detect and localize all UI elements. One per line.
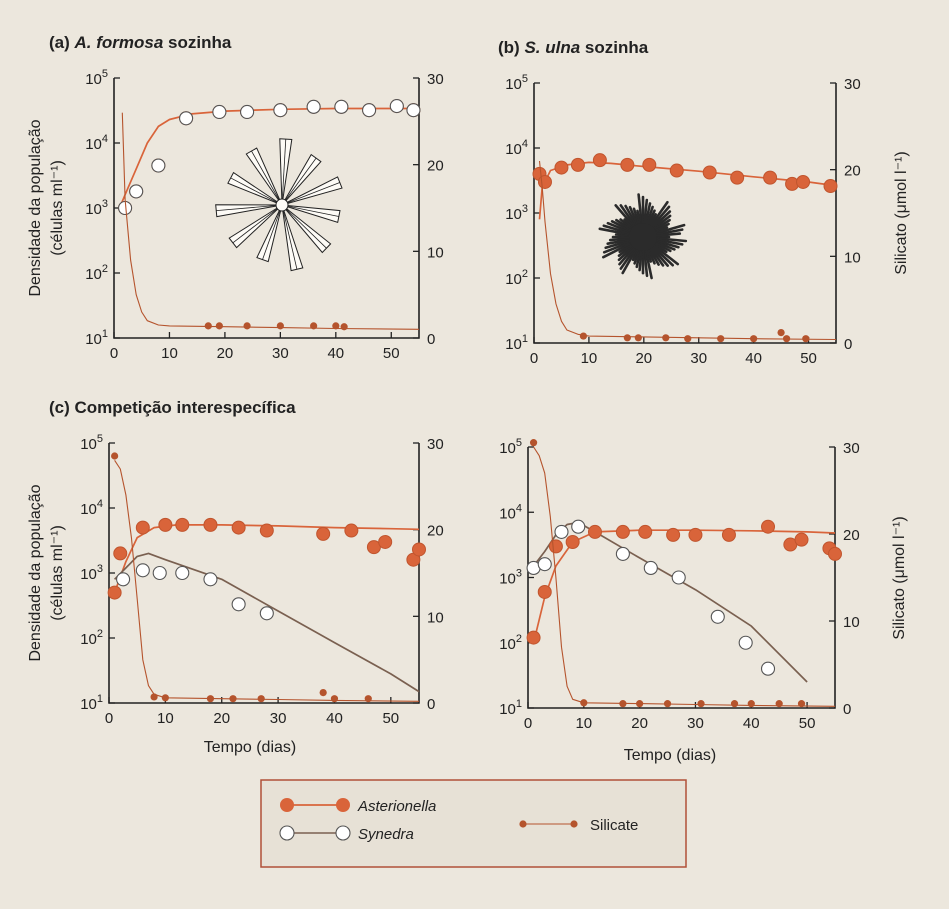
asterionella-point <box>621 158 634 171</box>
chart-panel-4 <box>499 437 908 764</box>
asterionella-point <box>667 528 680 541</box>
y-tick-exponent: 4 <box>521 138 528 150</box>
legend-asterionella-marker <box>336 798 350 812</box>
y-tick-base: 10 <box>85 331 102 348</box>
asterionella-point <box>317 527 330 540</box>
silicate-point <box>636 700 643 707</box>
y-tick-exponent: 5 <box>96 433 103 445</box>
synedra-point <box>555 525 568 538</box>
chart-panel-3 <box>27 398 444 756</box>
x-tick-label: 50 <box>798 715 816 732</box>
chart-panel-1 <box>27 33 444 362</box>
y-axis-title: Densidade da população <box>27 484 44 662</box>
y-tick-base: 10 <box>499 570 516 588</box>
silicate-point <box>750 335 757 342</box>
asterionella-point <box>566 535 579 548</box>
y-tick-exponent: 2 <box>96 628 103 640</box>
silicate-point <box>731 700 738 707</box>
x-tick-label: 10 <box>157 710 174 727</box>
synedra-point <box>180 112 193 125</box>
y2-tick-label: 20 <box>427 157 444 175</box>
x-tick-label: 40 <box>326 710 343 727</box>
y-tick-base: 10 <box>85 136 102 153</box>
synedra-point <box>390 100 403 113</box>
y2-tick-label: 0 <box>427 331 436 348</box>
y-tick-exponent: 5 <box>521 73 528 85</box>
asterionella-point <box>731 171 744 184</box>
plot-frame <box>534 83 836 343</box>
y-tick-exponent: 3 <box>96 563 103 575</box>
asterionella-point <box>260 524 273 537</box>
y-axis-title: Densidade da população <box>27 119 44 297</box>
x-tick-label: 0 <box>109 345 119 362</box>
y-tick-exponent: 1 <box>515 698 522 710</box>
y-tick-label <box>505 203 528 223</box>
asterionella-point <box>136 521 149 534</box>
panel-letter: (b) <box>498 38 525 57</box>
y-tick-base: 10 <box>505 271 522 288</box>
silicate-point <box>150 693 157 700</box>
chart-panel-2 <box>498 38 910 367</box>
silicate-point <box>777 329 784 336</box>
silicate-point <box>310 322 317 329</box>
synedra-point <box>407 104 420 117</box>
y-axis-title: (células ml⁻¹) <box>49 160 66 256</box>
asterionella-line <box>120 109 414 209</box>
panel-title <box>498 38 649 57</box>
asterionella-point <box>413 543 426 556</box>
x-tick-label: 40 <box>745 350 762 367</box>
silicate-point <box>277 322 284 329</box>
asterionella-point <box>703 166 716 179</box>
synedra-point <box>363 104 376 117</box>
y-tick-label <box>80 563 103 583</box>
panel-title-part: sozinha <box>163 33 232 52</box>
silicate-point <box>162 694 169 701</box>
silicate-point <box>748 700 755 707</box>
asterionella-point <box>114 547 127 560</box>
silicate-point <box>216 322 223 329</box>
silicate-point <box>635 334 642 341</box>
synedra-point <box>136 564 149 577</box>
asterionella-line <box>540 162 831 219</box>
y-tick-label <box>499 568 522 588</box>
cluster-core <box>629 223 657 251</box>
colony-center <box>276 199 288 211</box>
y-tick-exponent: 2 <box>101 263 108 275</box>
y-tick-label <box>505 138 528 158</box>
synedra-point <box>711 610 724 623</box>
y-axis-title: (células ml⁻¹) <box>49 525 66 621</box>
x-tick-label: 50 <box>382 345 400 362</box>
synedra-point <box>672 571 685 584</box>
y-tick-base: 10 <box>505 76 522 93</box>
y-tick-label <box>499 437 522 457</box>
x-tick-label: 0 <box>104 710 114 727</box>
y2-tick-label: 20 <box>843 527 860 544</box>
legend-silicate-marker <box>519 820 526 827</box>
asterionella-point <box>722 528 735 541</box>
asterionella-point <box>549 540 562 553</box>
synedra-point <box>616 547 629 560</box>
synedra-point <box>117 573 130 586</box>
asterionella-point <box>762 520 775 533</box>
synedra-point <box>152 159 165 172</box>
asterionella-point <box>797 175 810 188</box>
silicate-point <box>341 323 348 330</box>
synedra-point <box>213 105 226 118</box>
y2-tick-label: 10 <box>427 609 444 627</box>
silicate-point <box>258 695 265 702</box>
legend-asterionella-marker <box>280 798 294 812</box>
y-tick-label <box>505 333 528 353</box>
y-tick-exponent: 5 <box>101 68 108 80</box>
legend-asterionella-label: Asterionella <box>358 798 437 815</box>
asterionella-point <box>159 518 172 531</box>
x-tick-label: 20 <box>213 710 231 727</box>
y-tick-label <box>499 633 522 653</box>
y2-tick-label: 20 <box>844 162 861 180</box>
panel-title <box>49 33 232 52</box>
silicate-point <box>664 700 671 707</box>
asterionella-point <box>643 158 656 171</box>
silicate-point <box>717 335 724 342</box>
y2-tick-label: 0 <box>844 336 853 353</box>
y-tick-label <box>505 73 528 93</box>
synedra-point <box>762 662 775 675</box>
panel-title-part: Competição interespecífica <box>74 398 296 417</box>
silicate-point <box>783 335 790 342</box>
legend <box>261 780 686 867</box>
y-tick-base: 10 <box>505 141 522 158</box>
y-tick-label <box>505 268 528 288</box>
y2-tick-label: 10 <box>427 244 444 262</box>
y-tick-label <box>499 502 522 522</box>
x-tick-label: 50 <box>382 710 400 727</box>
x-axis-title: Tempo (dias) <box>203 739 297 756</box>
y-tick-base: 10 <box>80 696 97 713</box>
x-tick-label: 20 <box>631 715 648 732</box>
y-tick-label <box>499 698 522 718</box>
x-tick-label: 20 <box>635 350 653 367</box>
legend-silicate-marker <box>570 820 577 827</box>
y2-tick-label: 30 <box>843 440 860 457</box>
panel-title-part: A. formosa <box>74 33 164 52</box>
y-tick-base: 10 <box>85 266 102 283</box>
x-tick-label: 50 <box>800 350 817 367</box>
y-tick-label <box>85 198 108 218</box>
synedra-point <box>739 636 752 649</box>
y2-tick-label: 10 <box>844 249 861 267</box>
asterionella-point <box>829 547 842 560</box>
y-tick-exponent: 1 <box>96 693 103 705</box>
x-tick-label: 30 <box>272 345 289 362</box>
synedra-point <box>130 185 143 198</box>
y-tick-label <box>85 263 108 283</box>
asterionella-point <box>795 533 808 546</box>
silicate-point <box>365 695 372 702</box>
silicate-point <box>662 334 669 341</box>
silicate-point <box>776 700 783 707</box>
x-tick-label: 40 <box>327 345 345 362</box>
y-tick-exponent: 1 <box>101 328 108 340</box>
asterionella-point <box>670 164 683 177</box>
y-tick-exponent: 4 <box>96 498 103 510</box>
synedra-point <box>241 105 254 118</box>
silicate-point <box>530 439 537 446</box>
x-tick-label: 40 <box>742 715 760 732</box>
y-tick-base: 10 <box>499 505 516 523</box>
synedra-cluster-illustration <box>600 195 686 279</box>
asterionella-point <box>204 518 217 531</box>
y2-tick-label: 30 <box>844 76 861 93</box>
y-tick-label <box>80 628 103 648</box>
x-tick-label: 10 <box>161 345 178 362</box>
silicate-point <box>798 700 805 707</box>
asterionella-point <box>639 525 652 538</box>
x-tick-label: 0 <box>529 350 539 367</box>
silicate-point <box>802 335 809 342</box>
y-tick-exponent: 5 <box>515 437 522 449</box>
asterionella-point <box>176 518 189 531</box>
y-tick-exponent: 4 <box>515 502 522 515</box>
silicate-point <box>205 322 212 329</box>
y-tick-base: 10 <box>80 436 97 453</box>
x-tick-label: 20 <box>216 345 234 362</box>
synedra-point <box>644 561 657 574</box>
y2-tick-label: 20 <box>427 522 444 540</box>
legend-synedra-marker <box>280 826 294 840</box>
asterionella-point <box>555 161 568 174</box>
x-tick-label: 0 <box>523 715 533 732</box>
y-tick-base: 10 <box>505 336 522 353</box>
y-tick-exponent: 3 <box>521 203 528 215</box>
y-tick-label <box>85 328 108 348</box>
asterionella-point <box>345 524 358 537</box>
y2-tick-label: 30 <box>427 71 444 88</box>
synedra-point <box>176 567 189 580</box>
synedra-point <box>232 598 245 611</box>
y2-axis-title: Silicato (μmol l⁻¹) <box>891 516 908 640</box>
asterionella-point <box>824 180 837 193</box>
asterionella-point <box>571 158 584 171</box>
silicate-point <box>697 700 704 707</box>
x-tick-label: 30 <box>269 710 287 727</box>
y-tick-label <box>80 693 103 713</box>
synedra-point <box>204 573 217 586</box>
y-tick-exponent: 3 <box>101 198 108 210</box>
y-tick-label <box>85 68 108 88</box>
asterionella-colony-illustration <box>216 139 342 271</box>
synedra-point <box>572 520 585 533</box>
silicate-point <box>580 699 587 706</box>
y-tick-label <box>85 133 108 153</box>
y-tick-exponent: 4 <box>101 133 108 145</box>
legend-silicate-label: Silicate <box>590 817 639 834</box>
legend-synedra-marker <box>336 826 350 840</box>
y-tick-exponent: 2 <box>521 268 528 280</box>
silicate-point <box>111 452 118 459</box>
y-tick-label <box>80 433 103 453</box>
asterionella-point <box>764 171 777 184</box>
y-tick-base: 10 <box>499 701 516 718</box>
y-tick-base: 10 <box>80 566 97 583</box>
asterionella-point <box>616 525 629 538</box>
synedra-point <box>260 607 273 620</box>
panel-title <box>49 398 296 417</box>
panel-letter: (c) <box>49 398 75 417</box>
y2-axis-title: Silicato (μmol l⁻¹) <box>893 151 910 275</box>
y-tick-base: 10 <box>499 635 516 653</box>
asterionella-point <box>379 535 392 548</box>
y-tick-base: 10 <box>505 206 522 223</box>
y2-tick-label: 30 <box>427 436 444 453</box>
synedra-point <box>274 104 287 117</box>
y-tick-base: 10 <box>85 201 102 218</box>
y2-tick-label: 0 <box>843 701 852 718</box>
asterionella-point <box>232 521 245 534</box>
x-tick-label: 30 <box>687 715 704 732</box>
silicate-point <box>332 322 339 329</box>
silicate-point <box>624 334 631 341</box>
asterionella-point <box>538 175 551 188</box>
y-tick-base: 10 <box>80 631 97 648</box>
synedra-point <box>335 100 348 113</box>
y-tick-exponent: 3 <box>515 567 522 580</box>
synedra-point <box>307 100 320 113</box>
x-tick-label: 30 <box>690 350 708 367</box>
silicate-point <box>243 322 250 329</box>
asterionella-point <box>538 585 551 598</box>
asterionella-point <box>593 154 606 167</box>
asterionella-point <box>108 586 121 599</box>
asterionella-point <box>588 525 601 538</box>
silicate-point <box>684 335 691 342</box>
silicate-point <box>580 332 587 339</box>
asterionella-point <box>527 631 540 644</box>
x-tick-label: 10 <box>575 715 593 732</box>
legend-synedra-label: Synedra <box>358 826 414 843</box>
panel-letter: (a) <box>49 33 75 52</box>
silicate-point <box>207 695 214 702</box>
synedra-point <box>538 558 551 571</box>
y-tick-base: 10 <box>80 501 97 518</box>
silicate-point <box>619 700 626 707</box>
synedra-point <box>153 567 166 580</box>
y2-tick-label: 0 <box>427 696 436 713</box>
silicate-line <box>122 113 419 330</box>
asterionella-point <box>689 528 702 541</box>
x-tick-label: 10 <box>580 350 598 367</box>
y2-tick-label: 10 <box>843 614 860 631</box>
y-tick-exponent: 2 <box>515 632 522 645</box>
y-tick-exponent: 1 <box>521 333 528 345</box>
silicate-point <box>229 695 236 702</box>
y-tick-label <box>80 498 103 518</box>
y-tick-base: 10 <box>85 71 102 88</box>
panel-title-part: sozinha <box>580 38 649 57</box>
x-axis-title: Tempo (dias) <box>623 747 717 764</box>
silicate-point <box>320 689 327 696</box>
silicate-point <box>331 695 338 702</box>
y-tick-base: 10 <box>499 440 516 457</box>
panel-title-part: S. ulna <box>524 38 581 57</box>
